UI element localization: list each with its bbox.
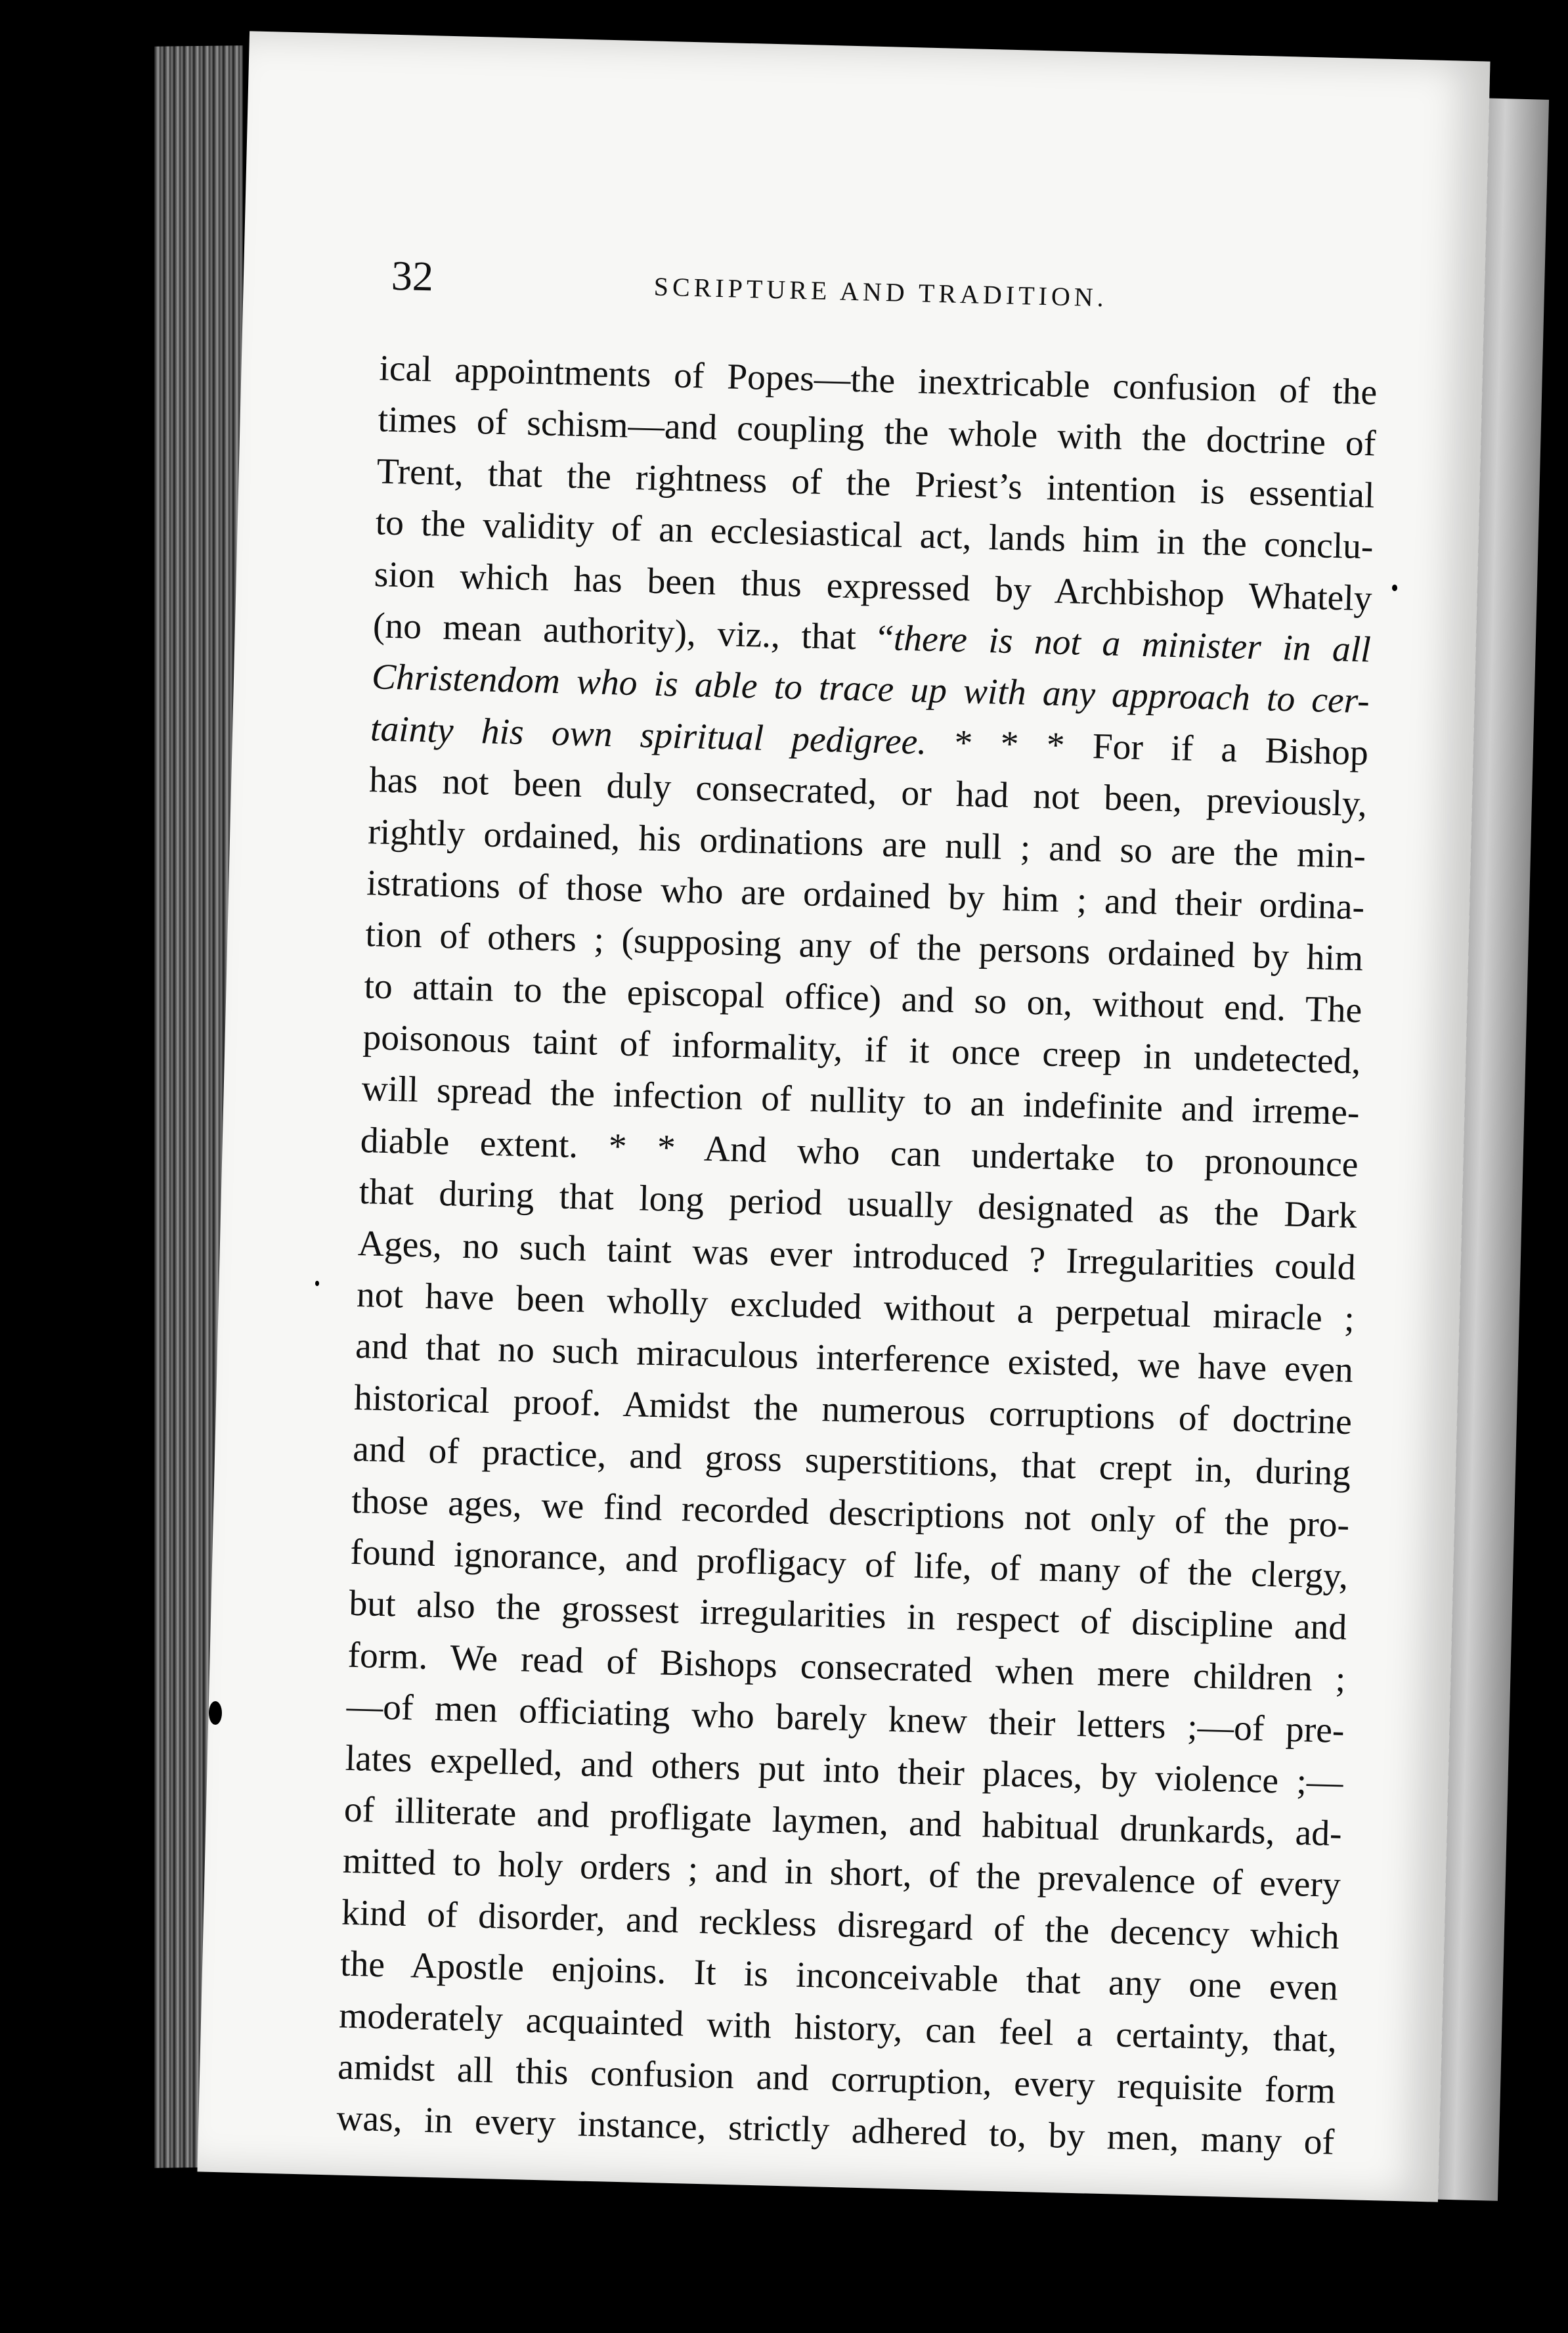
line-segment: (no mean authority), viz., that “ — [372, 606, 894, 659]
line-segment: to the validity of an ecclesiastical act, lands him in the conclu- — [375, 502, 1374, 567]
line-segment: has not been duly consecrated, or had not been, previously, — [368, 760, 1368, 825]
line-segment: and that no such miraculous interference existed, we have even — [355, 1326, 1354, 1391]
body-text — [336, 343, 1378, 2169]
margin-ink-speck — [315, 1281, 319, 1286]
line-segment: sion which has been thus expressed by Archbishop Whately — [374, 554, 1373, 619]
line-segment: not have been wholly excluded without a perpetual miracle ; — [356, 1274, 1355, 1340]
line-segment: moderately acquainted with history, can feel a certainty, that, — [338, 1995, 1338, 2060]
italic-quote-segment: Christendom who is able to trace up with any approach to cer- — [371, 657, 1370, 722]
line-segment: form. We read of Bishops consecrated when mere children ; — [347, 1635, 1347, 1700]
line-segment: Trent, that the rightness of the Priest’s intention is essential — [376, 451, 1376, 516]
page-number: 32 — [391, 252, 434, 300]
line-segment: amidst all this confusion and corruption, every requisite form — [337, 2047, 1336, 2112]
line-segment: of illiterate and profligate laymen, and habitual drunkards, ad- — [343, 1789, 1343, 1854]
line-segment: poisonous taint of informality, if it once creep in undetected, — [362, 1017, 1362, 1082]
line-segment: tion of others ; (supposing any of the persons ordained by him — [364, 914, 1364, 979]
line-segment: was, in every instance, strictly adhered to, by men, many of — [336, 2098, 1335, 2163]
book-page — [197, 31, 1490, 2202]
line-segment: those ages, we find recorded descriptions not only of the pro- — [351, 1480, 1350, 1545]
line-segment: will spread the infection of nullity to an indefinite and irreme- — [361, 1069, 1361, 1134]
line-segment: rightly ordained, his ordinations are null ; and so are the min- — [367, 811, 1366, 876]
line-segment: Ages, no such taint was ever introduced ? Irregularities could — [357, 1223, 1357, 1288]
line-segment: to attain to the episcopal office) and so on, without end. The — [363, 966, 1362, 1031]
line-segment: and of practice, and gross superstitions, that crept in, during — [352, 1429, 1351, 1494]
line-segment: the Apostle enjoins. It is inconceivable that any one even — [339, 1944, 1339, 2009]
italic-quote-segment: tainty his own spiritual pedigree. — [370, 708, 927, 763]
line-segment: diable extent. * * And who can undertake to pronounce — [360, 1120, 1359, 1186]
line-segment: ical appointments of Popes—the inextricable confusion of the — [378, 348, 1378, 413]
line-segment: historical proof. Amidst the numerous corruptions of doctrine — [353, 1377, 1353, 1442]
line-segment: but also the grossest irregularities in respect of discipline and — [348, 1584, 1347, 1649]
line-segment: —of men officiating who barely knew their letters ;—of pre- — [346, 1686, 1345, 1752]
page-header — [391, 252, 1357, 328]
line-segment: kind of disorder, and reckless disregard of the decency which — [341, 1892, 1340, 1957]
running-head: SCRIPTURE AND TRADITION. — [653, 271, 1108, 313]
line-segment: lates expelled, and others put into their places, by violence ;— — [345, 1738, 1344, 1803]
line-segment: mitted to holy orders ; and in short, of the prevalence of every — [342, 1841, 1341, 1906]
line-segment: * * * For if a Bishop — [926, 722, 1369, 774]
line-segment: times of schism—and coupling the whole with the doctrine of — [377, 399, 1376, 464]
margin-ink-blot — [209, 1701, 222, 1725]
italic-quote-segment: there is not a minister in all — [893, 618, 1372, 671]
line-segment: found ignorance, and profligacy of life, of many of the clergy, — [349, 1532, 1349, 1597]
line-segment: that during that long period usually designated as the Dark — [359, 1172, 1358, 1237]
margin-ink-speck — [1392, 585, 1397, 591]
line-segment: istrations of those who are ordained by him ; and their ordina- — [366, 863, 1365, 928]
